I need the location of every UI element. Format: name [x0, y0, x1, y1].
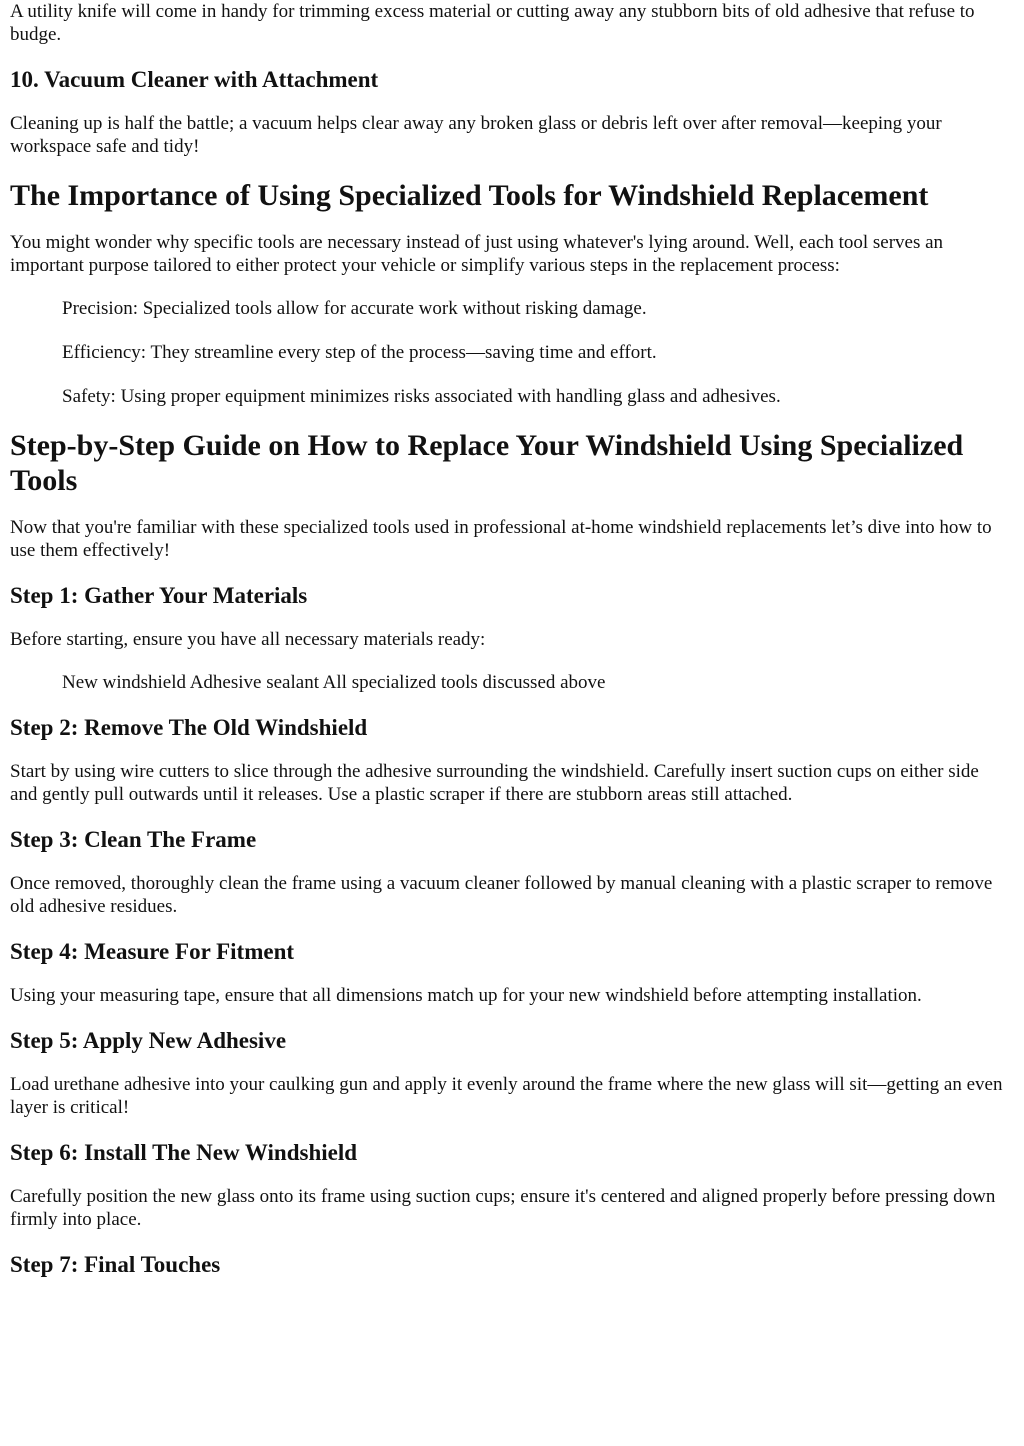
step-5-heading: Step 5: Apply New Adhesive: [10, 1028, 287, 1053]
step-3-heading: Step 3: Clean The Frame: [10, 827, 257, 852]
point-safety: Safety: Using proper equipment minimizes risks associated with handling glass and adhesives.: [62, 386, 781, 407]
step-2-heading: Step 2: Remove The Old Windshield: [10, 715, 368, 740]
guide-intro-paragraph: Now that you're familiar with these specialized tools used in professional at-home windshield replacements let’s dive into how to use them effectively!: [10, 517, 992, 561]
step-3-paragraph: Once removed, thoroughly clean the frame using a vacuum cleaner followed by manual cleaning with a plastic scraper to remove old adhesive residues.: [10, 873, 993, 917]
tool-10-paragraph: Cleaning up is half the battle; a vacuum helps clear away any broken glass or debris left over after removal—keeping your workspace safe and tidy!: [10, 113, 942, 157]
step-1-heading: Step 1: Gather Your Materials: [10, 583, 308, 608]
utility-knife-paragraph: A utility knife will come in handy for trimming excess material or cutting away any stubborn bits of old adhesive that refuse to budge.: [10, 1, 975, 45]
step-2-paragraph: Start by using wire cutters to slice through the adhesive surrounding the windshield. Carefully insert suction cups on either side and gently pull outwards until it releases. Use a plastic scraper if there are stubborn areas still attached.: [10, 761, 979, 805]
step-6-heading: Step 6: Install The New Windshield: [10, 1140, 358, 1165]
tool-10-heading: 10. Vacuum Cleaner with Attachment: [10, 67, 379, 92]
step-4-heading: Step 4: Measure For Fitment: [10, 939, 295, 964]
materials-list: [62, 671, 1010, 694]
importance-heading: The Importance of Using Specialized Tools for Windshield Replacement: [10, 179, 929, 212]
step-6-paragraph: Carefully position the new glass onto its frame using suction cups; ensure it's centered and aligned properly before pressing down firmly into place.: [10, 1186, 996, 1230]
step-4-paragraph: Using your measuring tape, ensure that all dimensions match up for your new windshield before attempting installation.: [10, 985, 922, 1006]
point-precision: Precision: Specialized tools allow for accurate work without risking damage.: [62, 298, 647, 319]
step-7-heading: Step 7: Final Touches: [10, 1252, 221, 1277]
point-efficiency: Efficiency: They streamline every step of the process—saving time and effort.: [62, 342, 657, 363]
materials-text: New windshield Adhesive sealant All specialized tools discussed above: [62, 672, 606, 693]
step-5-paragraph: Load urethane adhesive into your caulking gun and apply it evenly around the frame where the new glass will sit—getting an even layer is critical!: [10, 1074, 1003, 1118]
guide-heading: Step-by-Step Guide on How to Replace Your Windshield Using Specialized Tools: [10, 429, 964, 497]
importance-paragraph: You might wonder why specific tools are necessary instead of just using whatever's lying around. Well, each tool serves an important purpose tailored to either protect your vehicle or simplify various steps in the replacement process:: [10, 232, 944, 276]
importance-points: [62, 297, 1010, 408]
step-1-paragraph: Before starting, ensure you have all necessary materials ready:: [10, 629, 486, 650]
